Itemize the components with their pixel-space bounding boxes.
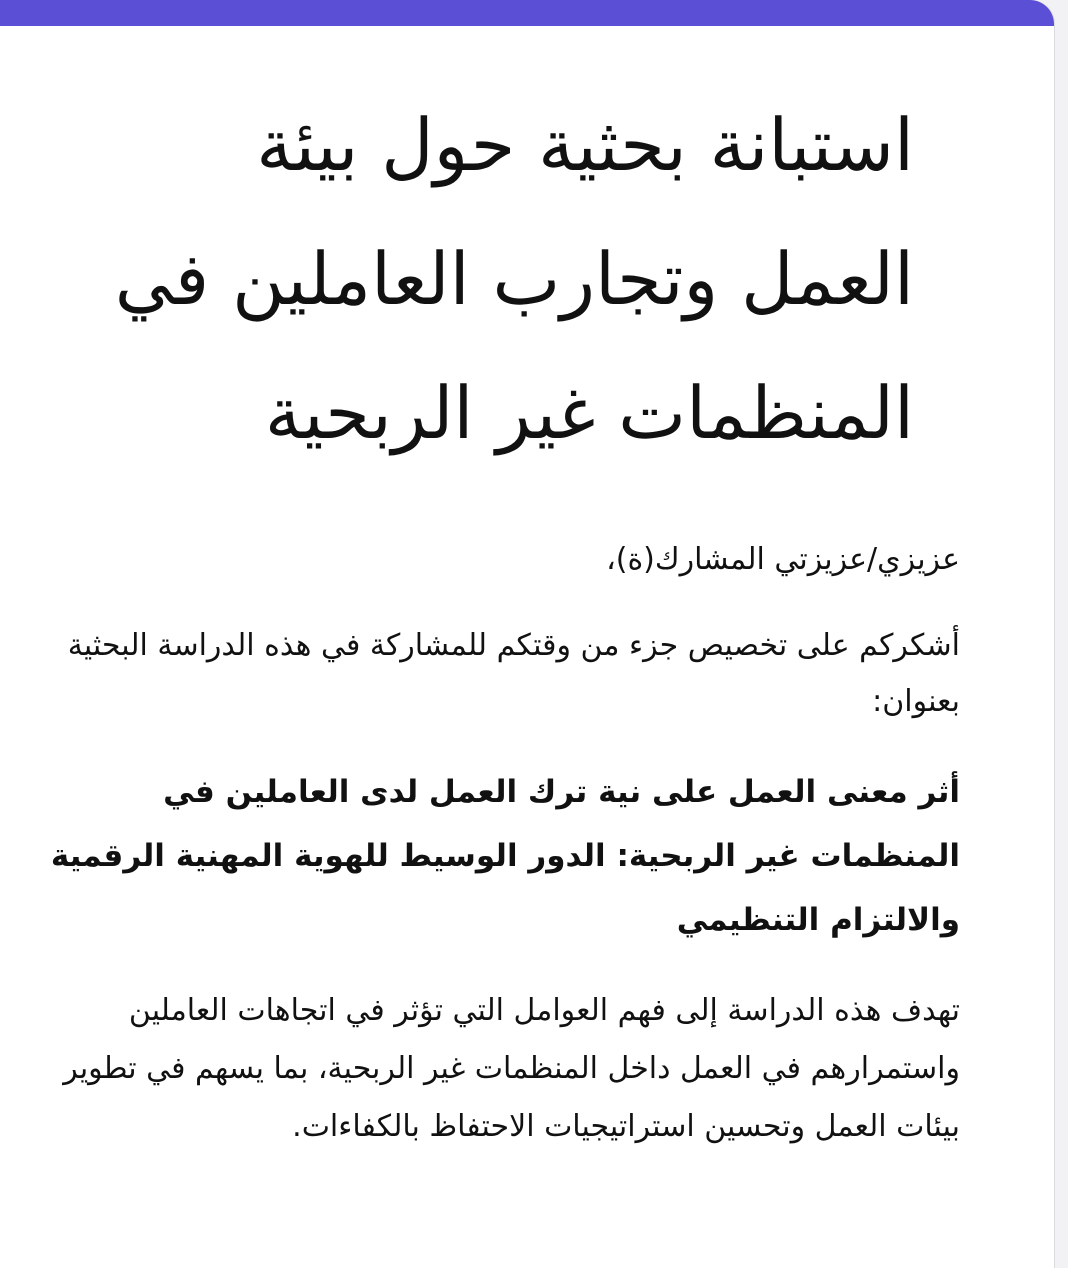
form-title-line: المنظمات غير الربحية xyxy=(264,371,914,455)
study-title: أثر معنى العمل على نية ترك العمل لدى العاملين في المنظمات غير الربحية: الدور الوسيط للهوية المهنية الرقمية والالتزام التنظيمي xyxy=(50,774,960,938)
study-aim-text: تهدف هذه الدراسة إلى فهم العوامل التي تؤثر في اتجاهات العاملين واستمرارهم في العمل داخل المنظمات غير الربحية، بما يسهم في تطوير بيئات العمل وتحسين استراتيجيات الاحتفاظ بالكفاءات. xyxy=(63,993,960,1144)
form-title xyxy=(30,78,960,480)
greeting-text: عزيزي/عزيزتي المشارك(ة)، xyxy=(606,542,960,577)
form-title-line: استبانة بحثية حول بيئة xyxy=(256,103,914,187)
thanks-intro-text: أشكركم على تخصيص جزء من وقتكم للمشاركة في هذه الدراسة البحثية بعنوان: xyxy=(67,628,960,719)
form-description xyxy=(30,0,960,1156)
form-title-line: العمل وتجارب العاملين في xyxy=(114,237,914,321)
